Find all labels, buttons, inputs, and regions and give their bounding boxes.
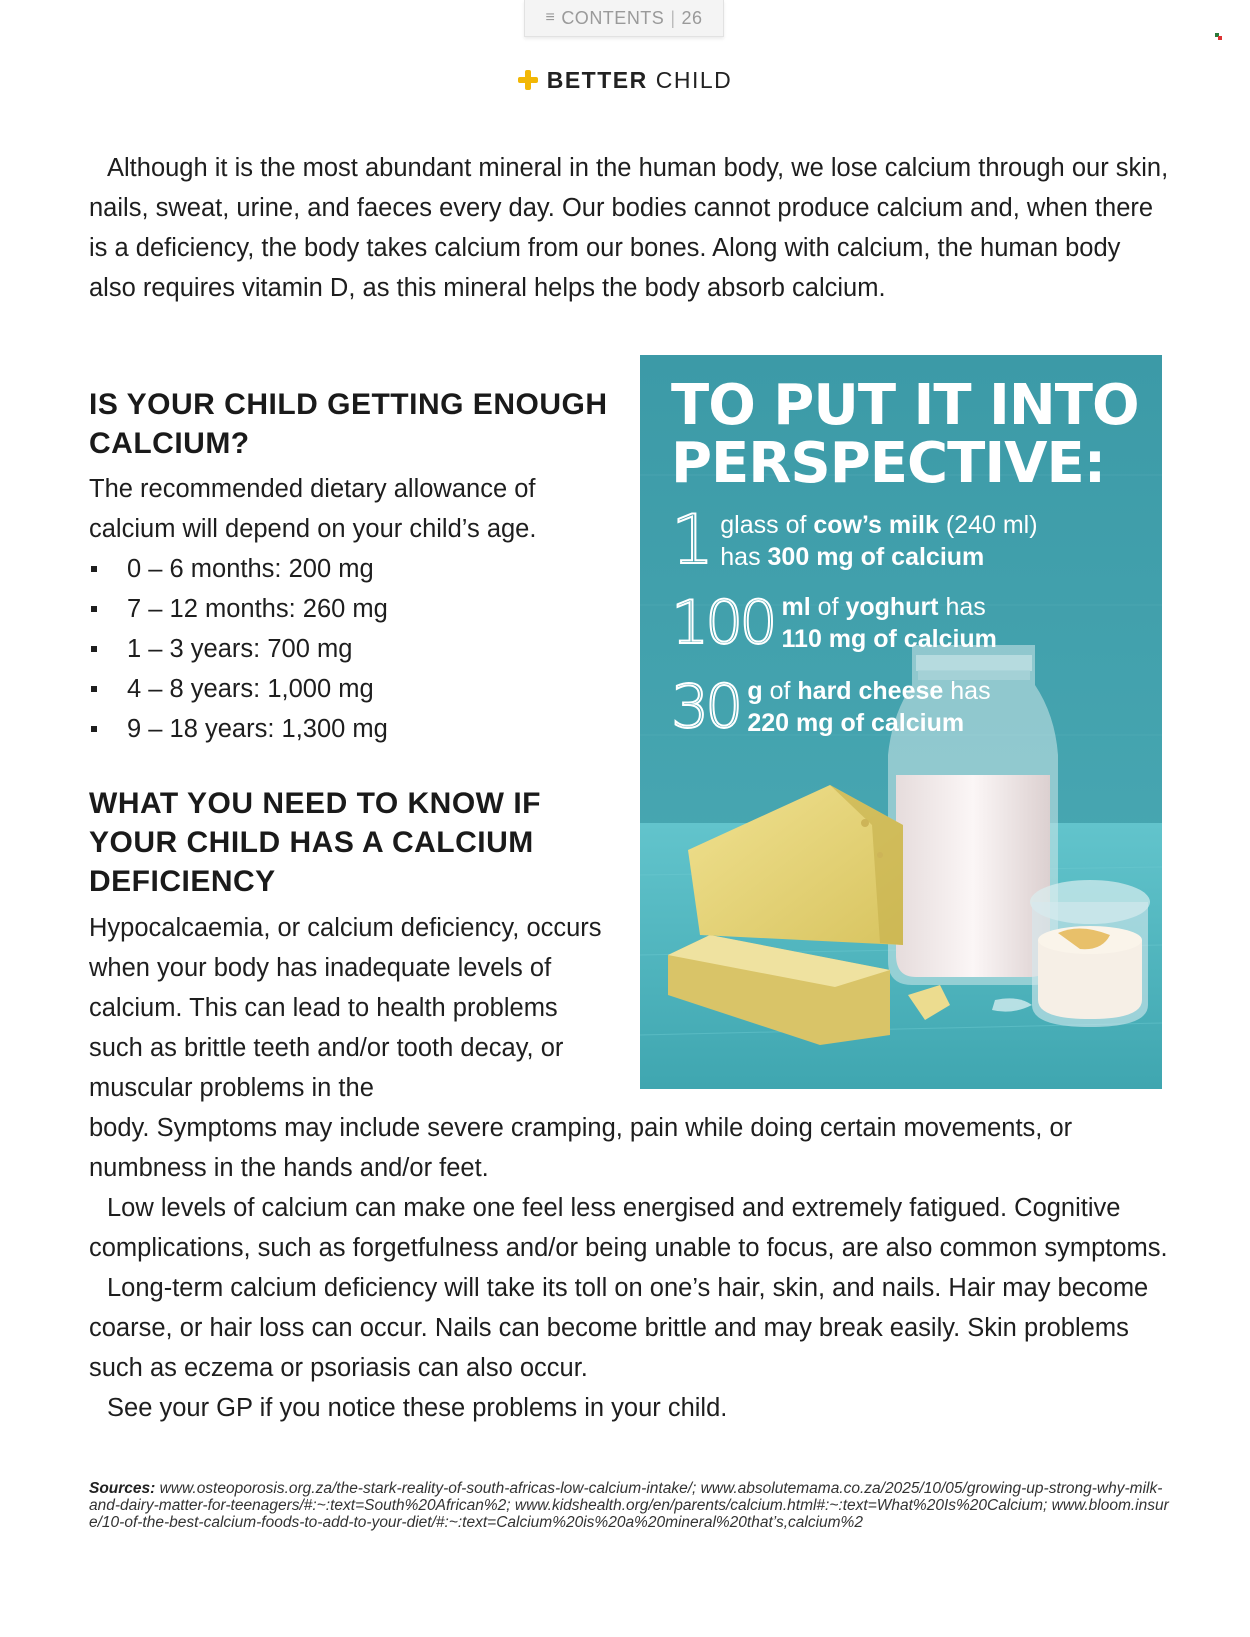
- corner-mark-icon: [1215, 33, 1222, 40]
- list-item: 9 – 18 years: 1,300 mg: [89, 709, 388, 749]
- fact-yoghurt: [671, 588, 997, 658]
- header-title-light: CHILD: [655, 66, 733, 93]
- deficiency-paragraph-column: Hypocalcaemia, or calcium deficiency, occurs when your body has inadequate levels of calcium. This can lead to health problems such as brittle teeth and/or tooth decay, or muscular problems in the: [89, 914, 602, 1102]
- infographic-title-line1: TO PUT IT INTO: [671, 373, 1139, 438]
- infographic-title-line2: PERSPECTIVE:: [671, 431, 1106, 496]
- bullet-icon: [91, 606, 97, 612]
- bullet-icon: [91, 646, 97, 652]
- rda-list: [89, 549, 388, 749]
- section-heading-deficiency: WHAT YOU NEED TO KNOW IF YOUR CHILD HAS A CALCIUM DEFICIENCY: [89, 787, 541, 898]
- separator: |: [670, 7, 676, 28]
- fact-number: 1: [671, 501, 711, 580]
- gp-advice-paragraph: See your GP if you notice these problems in your child.: [107, 1394, 728, 1422]
- contents-label: CONTENTS: [561, 7, 665, 28]
- page-number: 26: [681, 7, 703, 28]
- section-heading-calcium-intake: IS YOUR CHILD GETTING ENOUGH CALCIUM?: [89, 388, 608, 460]
- bullet-icon: [91, 686, 97, 692]
- fact-text: glass of cow’s milk (240 ml) has 300 mg of calcium: [720, 511, 1038, 571]
- sources-label: Sources:: [89, 1480, 156, 1497]
- bullet-icon: [91, 726, 97, 732]
- infographic-title: [671, 373, 1139, 496]
- list-item: 7 – 12 months: 260 mg: [89, 589, 388, 629]
- fact-text: ml of yoghurt has 110 mg of calcium: [781, 593, 997, 653]
- header-title-bold: BETTER: [546, 66, 648, 93]
- deficiency-paragraph-continued: body. Symptoms may include severe cramping, pain while doing certain movements, or numbness in the hands and/or feet.: [89, 1114, 1073, 1182]
- fact-text: g of hard cheese has 220 mg of calcium: [747, 677, 991, 737]
- list-item: 4 – 8 years: 1,000 mg: [89, 669, 388, 709]
- list-item: 1 – 3 years: 700 mg: [89, 629, 388, 669]
- fatigue-paragraph: Low levels of calcium can make one feel less energised and extremely fatigued. Cognitive complications, such as forgetfulness and/or being unable to focus, are also common symptoms.: [89, 1194, 1168, 1262]
- rda-paragraph: The recommended dietary allowance of calcium will depend on your child’s age.: [89, 475, 537, 543]
- menu-icon: ≡: [545, 9, 556, 26]
- sources-footnote: [89, 1480, 1169, 1531]
- contents-tab[interactable]: [524, 0, 724, 37]
- perspective-infographic: [640, 355, 1162, 1089]
- plus-icon: [518, 70, 538, 90]
- fact-number: 100: [671, 588, 774, 658]
- fact-cheese: [671, 672, 991, 742]
- sources-text: www.osteoporosis.org.za/the-stark-reality-of-south-africas-low-calcium-intake/; www.absolutemama.co.za/2025/10/05/growing-up-strong-why-milk-and-dairy-matter-for-teenagers/#:~:text=South%20African%2; www.kidshealth.org/en/parents/calcium.html#:~:text=What%20Is%20Calcium; www.bloom.insure/10-of-the-best-calcium-foods-to-add-to-your-diet/#:~:text=Calcium%20is%20a%20mineral%20that’s,calcium%2: [89, 1480, 1169, 1531]
- magazine-section-header: [0, 64, 1250, 96]
- intro-paragraph: Although it is the most abundant mineral in the human body, we lose calcium through our skin, nails, sweat, urine, and faeces every day. Our bodies cannot produce calcium and, when there is a deficiency, the body takes calcium from our bones. Along with calcium, the human body also requires vitamin D, as this mineral helps the body absorb calcium.: [89, 154, 1169, 302]
- fact-milk: [671, 501, 1038, 580]
- body-paragraphs: [89, 1188, 1189, 1428]
- fact-number: 30: [671, 672, 740, 742]
- long-term-paragraph: Long-term calcium deficiency will take its toll on one’s hair, skin, and nails. Hair may become coarse, or hair loss can occur. Nails can become brittle and may break easily. Skin problems such as eczema or psoriasis can also occur.: [89, 1274, 1149, 1382]
- bullet-icon: [91, 566, 97, 572]
- list-item: 0 – 6 months: 200 mg: [89, 549, 388, 589]
